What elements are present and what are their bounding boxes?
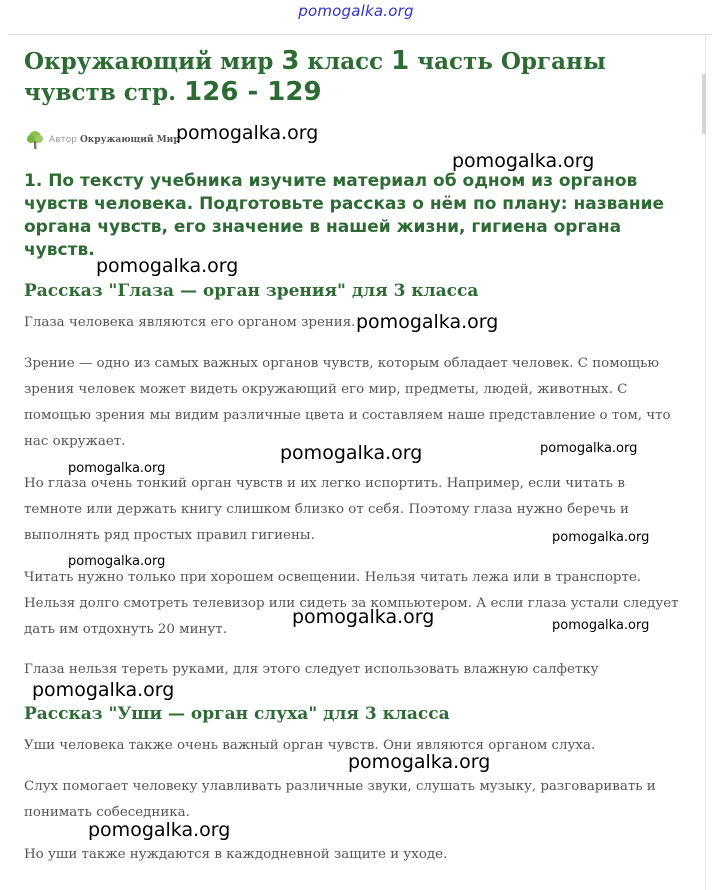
watermark: pomogalka.org (96, 255, 239, 277)
sidebar-edge (702, 74, 706, 134)
watermark: pomogalka.org (32, 679, 175, 701)
title-part: класс (299, 48, 392, 75)
title-part: Окружающий мир (24, 48, 282, 75)
paragraph: Глаза нельзя тереть руками, для этого следует использовать влажную салфетку (24, 662, 599, 677)
watermark: pomogalka.org (552, 530, 650, 545)
header-divider (8, 34, 712, 35)
section-heading: Рассказ "Глаза — орган зрения" для 3 класса (24, 281, 479, 301)
title-part: 3 (281, 46, 300, 76)
author-label: Автор (49, 135, 77, 145)
paragraph: Глаза человека являются его органом зрения. (24, 315, 356, 330)
watermark: pomogalka.org (348, 751, 491, 773)
title-part: 126 - 129 (184, 77, 322, 107)
task-text: 1. По тексту учебника изучите материал об одном из органов чувств человека. Подготовьте рассказ о нём по плану: название органа чувств, его значение в нашей жизни, гигиена органа чувств. (24, 171, 665, 260)
watermark: pomogalka.org (68, 461, 166, 476)
paragraph: Но глаза очень тонкий орган чувств и их легко испортить. Например, если читать в темноте или держать книгу слишком близко от себя. Поэтому глаза нужно беречь и выполнять ряд простых правил гигиены. (24, 476, 629, 543)
watermark: pomogalka.org (176, 122, 319, 144)
paragraph: Читать нужно только при хорошем освещении. Нельзя читать лежа или в транспорте. Нельзя долго смотреть телевизор или сидеть за компьютером. А если глаза устали следует дать им отдохнуть 20 минут. (24, 570, 679, 637)
paragraph: Слух помогает человеку улавливать различные звуки, слушать музыку, разговаривать и понимать собеседника. (24, 779, 656, 820)
page-title (24, 46, 684, 108)
watermark: pomogalka.org (540, 441, 638, 456)
site-logo[interactable]: pomogalka.org (298, 2, 414, 20)
section-heading: Рассказ "Уши — орган слуха" для 3 класса (24, 704, 450, 724)
watermark: pomogalka.org (452, 150, 595, 172)
paragraph: Зрение — одно из самых важных органов чувств, которым обладает человек. С помощью зрения человек может видеть окружающий его мир, предметы, людей, животных. С помощью зрения мы видим различные цвета и составляем наше представление о том, что нас окружает. (24, 356, 671, 449)
watermark: pomogalka.org (68, 554, 166, 569)
author-name-link[interactable]: Окружающий Мир (79, 135, 180, 145)
title-part: 1 (391, 46, 410, 76)
watermark: pomogalka.org (88, 819, 231, 841)
watermark: pomogalka.org (292, 606, 435, 628)
watermark: pomogalka.org (356, 311, 499, 333)
watermark: pomogalka.org (552, 618, 650, 633)
sidebar-divider (705, 34, 706, 890)
paragraph: Но уши также нуждаются в каждодневной защите и уходе. (24, 847, 448, 862)
watermark: pomogalka.org (280, 442, 423, 464)
tree-icon (24, 129, 46, 151)
paragraph: Уши человека также очень важный орган чувств. Они являются органом слуха. (24, 738, 596, 753)
title-part: часть Органы чувств стр. (24, 48, 606, 106)
author-line (24, 128, 180, 152)
